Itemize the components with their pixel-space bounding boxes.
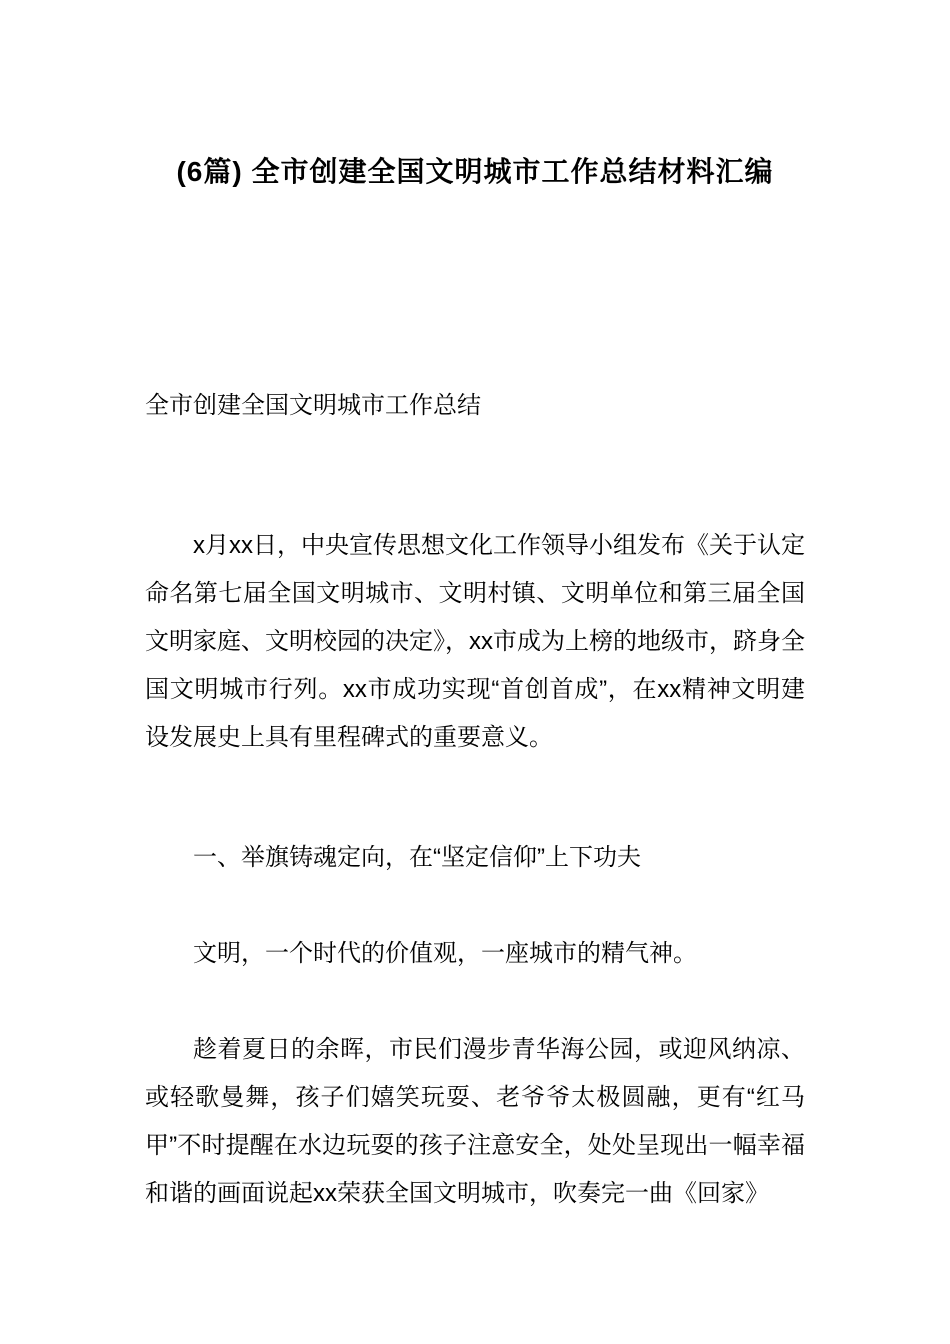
part-one-heading: 一、举旗铸魂定向，在“坚定信仰”上下功夫 xyxy=(193,844,641,871)
section-title: 全市创建全国文明城市工作总结 xyxy=(145,392,481,419)
document-title: (6篇) 全市创建全国文明城市工作总结材料汇编 xyxy=(176,156,774,187)
body-paragraph-civilization: 文明，一个时代的价值观，一座城市的精气神。 xyxy=(193,940,697,967)
intro-paragraph: x月xx日，中央宣传思想文化工作领导小组发布《关于认定命名第七届全国文明城市、文明村镇、文明单位和第三届全国文明家庭、文明校园的决定》，xx市成为上榜的地级市，跻身全国文明城市行列。xx市成功实现“首创首成”，在xx精神文明建设发展史上具有里程碑式的重要意义。 xyxy=(145,532,805,751)
body-paragraph-park-scene: 趁着夏日的余晖，市民们漫步青华海公园，或迎风纳凉、或轻歌曼舞，孩子们嬉笑玩耍、老爷爷太极圆融，更有“红马甲”不时提醒在水边玩耍的孩子注意安全，处处呈现出一幅幸福和谐的画面说起xx荣获全国文明城市，吹奏完一曲《回家》 xyxy=(145,1036,805,1207)
